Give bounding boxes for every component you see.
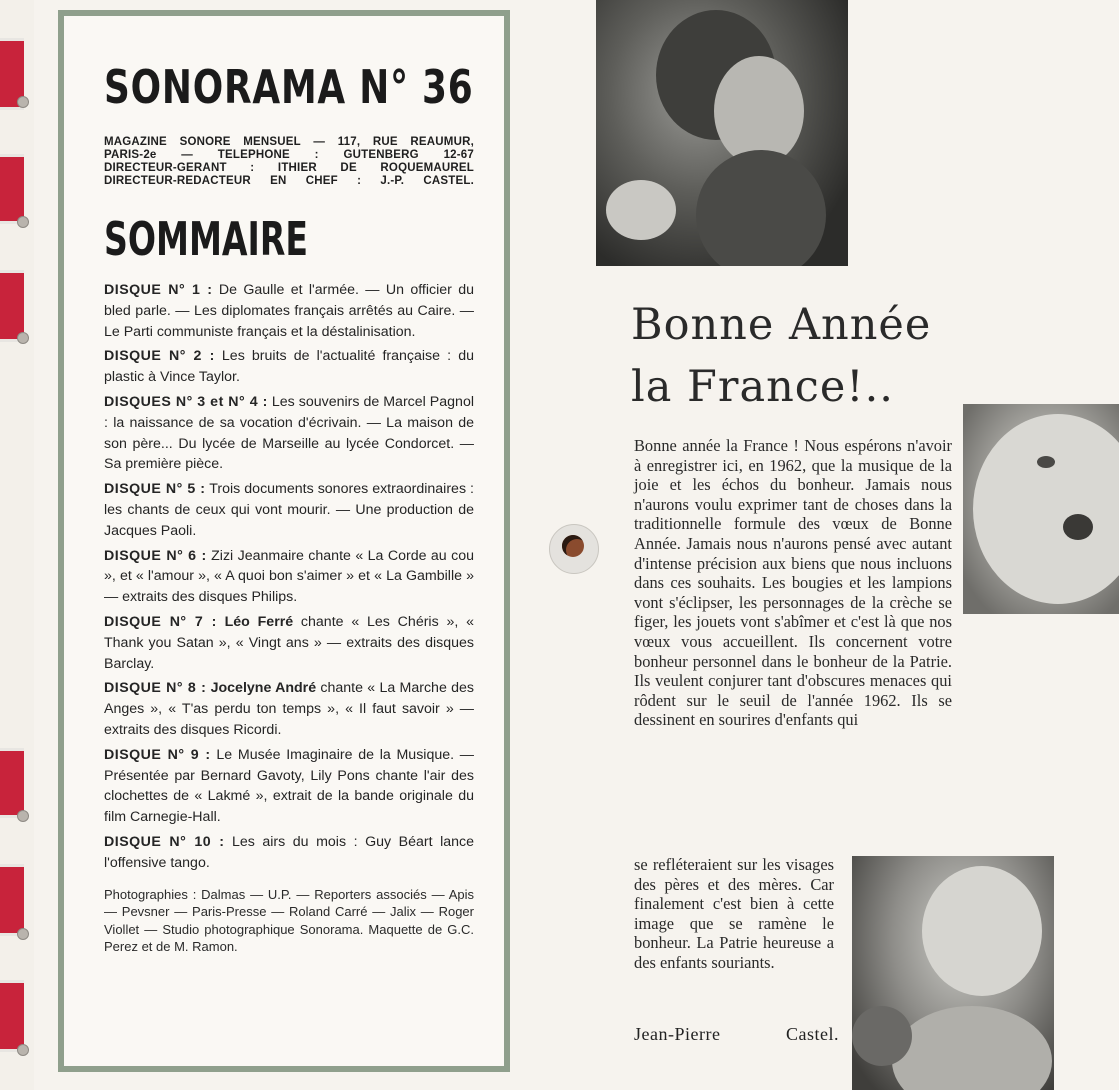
disc-artist: Jocelyne André bbox=[206, 680, 317, 697]
disc-item-9 bbox=[104, 745, 474, 828]
disc-description: Les airs du mois : Guy Béart lance l'offensive tango. bbox=[104, 833, 474, 871]
magazine-title: SONORAMA N° 36 bbox=[104, 60, 474, 114]
disc-item-7 bbox=[104, 612, 474, 674]
disc-center-hole-inner bbox=[562, 535, 584, 557]
disc-label: DISQUE N° 6 : bbox=[104, 547, 207, 564]
photo-shape bbox=[1037, 456, 1055, 468]
author-last-name: Castel. bbox=[786, 1024, 839, 1044]
photo-shape bbox=[973, 414, 1119, 604]
masthead-line: MAGAZINE SONORE MENSUEL — 117, RUE REAUMUR, bbox=[104, 136, 474, 148]
binding-hole bbox=[17, 928, 29, 940]
sommaire-list bbox=[104, 280, 474, 874]
disc-item-1 bbox=[104, 280, 474, 342]
disc-description: De Gaulle et l'armée. — Un officier du bled parle. — Les diplomates français arrêtés au Caire. — Le Parti communiste français et la déstalinisation. bbox=[104, 282, 474, 340]
article-signature bbox=[634, 1024, 839, 1045]
masthead bbox=[104, 136, 474, 188]
disc-label: DISQUE N° 9 : bbox=[104, 746, 211, 763]
binding-tab bbox=[0, 980, 24, 1052]
article-body: Bonne année la France ! Nous espérons n'avoir à enregistrer ici, en 1962, que la musique de la joie et les échos du bonheur. Jamais nous n'aurons voulu exprimer tant de choses dans la traditionnelle formule des vœux de Bonne Année. Jamais nous n'aurons pensé avec autant d'intense précision aux biens que nous incluons dans ces souhaits. Les bougies et les lampions vont s'éclipser, les personnages de la crèche se figer, les jouets vont s'abîmer et c'est là que nos vœux vous accueillent. Ils concernent votre bonheur personnel dans le bonheur de la Patrie. Ils veulent conjurer tant d'obscures menaces qui rôdent sur le seuil de l'année 1962. Ils se dessinent en sourires d'enfants qui bbox=[634, 436, 952, 730]
masthead-line: DIRECTEUR-REDACTEUR EN CHEF : J.-P. CASTEL. bbox=[104, 175, 474, 187]
binding-tab bbox=[0, 864, 24, 936]
binding-hole bbox=[17, 332, 29, 344]
binding-tab bbox=[0, 154, 24, 224]
disc-description: Les souvenirs de Marcel Pagnol : la naissance de sa vocation d'écrivain. — La maison de son père... Du lycée de Marseille au lycée Condorcet. — Sa première pièce. bbox=[104, 393, 474, 473]
photo-child-bottom bbox=[852, 856, 1054, 1090]
author-first-name: Jean-Pierre bbox=[634, 1024, 721, 1044]
disc-description: chante « Les Chéris », « Thank you Satan », « Vingt ans » — extraits des disques Barclay. bbox=[104, 613, 474, 672]
disc-label: DISQUE N° 1 : bbox=[104, 282, 213, 298]
sommaire-heading: SOMMAIRE bbox=[104, 212, 309, 266]
headline-line-2: la France!.. bbox=[631, 362, 894, 412]
article-headline bbox=[631, 294, 961, 418]
binding-tab bbox=[0, 270, 24, 342]
binding-hole bbox=[17, 216, 29, 228]
disc-description: Le Musée Imaginaire de la Musique. — Présentée par Bernard Gavoty, Lily Pons chante l'air des clochettes de « Lakmé », extrait de la bande originale du film Carnegie-Hall. bbox=[104, 746, 474, 826]
disc-item-8 bbox=[104, 678, 474, 740]
binding-tab bbox=[0, 748, 24, 818]
binding-strip bbox=[0, 0, 34, 1090]
summary-panel bbox=[58, 10, 510, 1072]
summary-panel-inner bbox=[64, 16, 504, 1066]
photo-credits: Photographies : Dalmas — U.P. — Reporters associés — Apis — Pevsner — Paris-Presse — Roland Carré — Jalix — Roger Viollet — Studio photographique Sonorama. Maquette de G.C. Perez et de M. Ramon. bbox=[104, 886, 474, 955]
disc-label: DISQUES N° 3 et N° 4 : bbox=[104, 393, 268, 410]
photo-shape bbox=[1063, 514, 1093, 540]
photo-shape bbox=[606, 180, 676, 240]
headline-line-1: Bonne Année bbox=[631, 300, 932, 350]
disc-description: chante « La Marche des Anges », « T'as perdu ton temps », « Il faut savoir » — extraits des disques Ricordi. bbox=[104, 680, 474, 738]
photo-baby-right bbox=[963, 404, 1119, 614]
disc-label: DISQUE N° 2 : bbox=[104, 348, 215, 365]
photo-shape bbox=[696, 150, 826, 266]
disc-label: DISQUE N° 8 : bbox=[104, 680, 207, 697]
disc-description: Les bruits de l'actualité française : du plastic à Vince Taylor. bbox=[104, 348, 474, 386]
masthead-line: DIRECTEUR-GERANT : ITHIER DE ROQUEMAUREL bbox=[104, 162, 474, 174]
disc-label: DISQUE N° 5 : bbox=[104, 481, 206, 498]
disc-artist: Léo Ferré bbox=[216, 613, 294, 630]
disc-item-6 bbox=[104, 546, 474, 608]
binding-hole bbox=[17, 1044, 29, 1056]
binding-hole bbox=[17, 96, 29, 108]
disc-description: Zizi Jeanmaire chante « La Corde au cou », et « l'amour », « A quoi bon s'aimer » et « La Gambille » — extraits des disques Philips. bbox=[104, 547, 474, 606]
masthead-line: PARIS-2e — TELEPHONE : GUTENBERG 12-67 bbox=[104, 149, 474, 161]
disc-description: Trois documents sonores extraordinaires : les chants de ceux qui vont mourir. — Une production de Jacques Paoli. bbox=[104, 481, 474, 539]
disc-center-hole bbox=[549, 524, 599, 574]
disc-label: DISQUE N° 10 : bbox=[104, 833, 225, 850]
binding-hole bbox=[17, 810, 29, 822]
photo-shape bbox=[922, 866, 1042, 996]
disc-label: DISQUE N° 7 : bbox=[104, 613, 217, 630]
disc-item-5 bbox=[104, 479, 474, 541]
disc-item-2 bbox=[104, 346, 474, 388]
disc-item-3-4 bbox=[104, 392, 474, 475]
disc-item-10 bbox=[104, 832, 474, 874]
photo-shape bbox=[852, 1006, 912, 1066]
photo-children-top bbox=[596, 0, 848, 266]
article-body-end: se refléteraient sur les visages des pères et des mères. Car finalement c'est bien à cette image que se ramène le bonheur. La Patrie heureuse a des enfants souriants. bbox=[634, 855, 834, 972]
photo-shape bbox=[892, 1006, 1052, 1090]
